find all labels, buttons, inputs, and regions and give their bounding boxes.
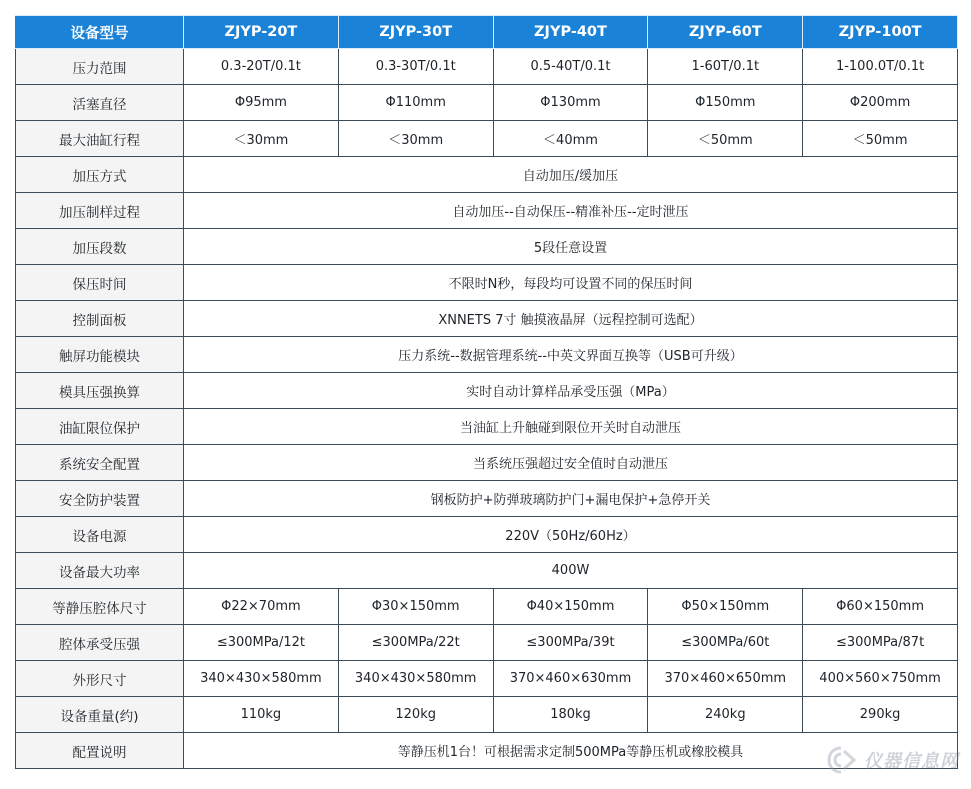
table-cell: 340×430×580mm: [338, 661, 493, 697]
table-cell: Φ60×150mm: [803, 589, 958, 625]
table-cell: ＜50mm: [648, 121, 803, 157]
table-cell: ≤300MPa/87t: [803, 625, 958, 661]
table-cell: ＜50mm: [803, 121, 958, 157]
row-label: 配置说明: [16, 733, 184, 769]
table-cell-merged: 等静压机1台！可根据需求定制500MPa等静压机或橡胶模具: [184, 733, 958, 769]
spec-table: [15, 15, 958, 769]
table-cell: Φ50×150mm: [648, 589, 803, 625]
table-row: [16, 697, 958, 733]
row-label: 油缸限位保护: [16, 409, 184, 445]
row-label: 设备重量(约): [16, 697, 184, 733]
table-cell: Φ40×150mm: [493, 589, 648, 625]
table-row: [16, 157, 958, 193]
model-header: ZJYP-20T: [184, 16, 339, 49]
table-cell: ≤300MPa/22t: [338, 625, 493, 661]
table-cell: ＜30mm: [184, 121, 339, 157]
table-cell: 370×460×650mm: [648, 661, 803, 697]
watermark-text: 仪器信息网: [864, 751, 959, 772]
table-row: [16, 301, 958, 337]
table-row: [16, 49, 958, 85]
table-cell-merged: 自动加压--自动保压--精准补压--定时泄压: [184, 193, 958, 229]
row-label: 设备电源: [16, 517, 184, 553]
row-label: 保压时间: [16, 265, 184, 301]
header-label: 设备型号: [16, 16, 184, 49]
table-cell: 1-100.0T/0.1t: [803, 49, 958, 85]
table-cell: 0.5-40T/0.1t: [493, 49, 648, 85]
table-row: [16, 373, 958, 409]
table-row: [16, 445, 958, 481]
table-row: [16, 553, 958, 589]
model-header: ZJYP-60T: [648, 16, 803, 49]
row-label: 安全防护装置: [16, 481, 184, 517]
table-cell: Φ30×150mm: [338, 589, 493, 625]
row-label: 外形尺寸: [16, 661, 184, 697]
row-label: 加压段数: [16, 229, 184, 265]
row-label: 腔体承受压强: [16, 625, 184, 661]
table-cell-merged: XNNETS 7寸 触摸液晶屏（远程控制可选配）: [184, 301, 958, 337]
table-cell-merged: 不限时N秒，每段均可设置不同的保压时间: [184, 265, 958, 301]
table-row: [16, 265, 958, 301]
table-cell-merged: 当系统压强超过安全值时自动泄压: [184, 445, 958, 481]
table-cell-merged: 当油缸上升触碰到限位开关时自动泄压: [184, 409, 958, 445]
table-row: [16, 193, 958, 229]
table-row: [16, 337, 958, 373]
table-row: [16, 625, 958, 661]
table-row: [16, 589, 958, 625]
table-row: [16, 229, 958, 265]
model-header: ZJYP-100T: [803, 16, 958, 49]
table-cell: 1-60T/0.1t: [648, 49, 803, 85]
table-cell: 0.3-30T/0.1t: [338, 49, 493, 85]
table-cell: Φ150mm: [648, 85, 803, 121]
row-label: 压力范围: [16, 49, 184, 85]
table-row: [16, 121, 958, 157]
table-cell-merged: 压力系统--数据管理系统--中英文界面互换等（USB可升级）: [184, 337, 958, 373]
table-cell: ≤300MPa/39t: [493, 625, 648, 661]
table-cell: Φ22×70mm: [184, 589, 339, 625]
table-cell: ≤300MPa/60t: [648, 625, 803, 661]
table-cell: ≤300MPa/12t: [184, 625, 339, 661]
model-header: ZJYP-40T: [493, 16, 648, 49]
table-row: [16, 733, 958, 769]
table-cell: 180kg: [493, 697, 648, 733]
row-label: 控制面板: [16, 301, 184, 337]
row-label: 等静压腔体尺寸: [16, 589, 184, 625]
table-cell: Φ95mm: [184, 85, 339, 121]
model-header: ZJYP-30T: [338, 16, 493, 49]
table-cell-merged: 实时自动计算样品承受压强（MPa）: [184, 373, 958, 409]
table-cell: 110kg: [184, 697, 339, 733]
table-cell-merged: 220V（50Hz/60Hz）: [184, 517, 958, 553]
table-row: [16, 517, 958, 553]
table-cell-merged: 400W: [184, 553, 958, 589]
table-cell: 340×430×580mm: [184, 661, 339, 697]
table-cell-merged: 5段任意设置: [184, 229, 958, 265]
table-cell: ＜30mm: [338, 121, 493, 157]
table-cell-merged: 钢板防护+防弹玻璃防护门+漏电保护+急停开关: [184, 481, 958, 517]
table-cell: 400×560×750mm: [803, 661, 958, 697]
row-label: 系统安全配置: [16, 445, 184, 481]
row-label: 触屏功能模块: [16, 337, 184, 373]
row-label: 模具压强换算: [16, 373, 184, 409]
table-row: [16, 481, 958, 517]
table-cell: ＜40mm: [493, 121, 648, 157]
table-cell: 370×460×630mm: [493, 661, 648, 697]
table-cell: 120kg: [338, 697, 493, 733]
row-label: 设备最大功率: [16, 553, 184, 589]
table-row: [16, 661, 958, 697]
table-row: [16, 85, 958, 121]
row-label: 加压制样过程: [16, 193, 184, 229]
table-cell: 0.3-20T/0.1t: [184, 49, 339, 85]
table-cell: 290kg: [803, 697, 958, 733]
table-cell: 240kg: [648, 697, 803, 733]
row-label: 活塞直径: [16, 85, 184, 121]
table-cell: Φ130mm: [493, 85, 648, 121]
table-cell-merged: 自动加压/缓加压: [184, 157, 958, 193]
table-cell: Φ200mm: [803, 85, 958, 121]
table-row: [16, 409, 958, 445]
table-cell: Φ110mm: [338, 85, 493, 121]
header-row: [16, 16, 958, 49]
row-label: 加压方式: [16, 157, 184, 193]
row-label: 最大油缸行程: [16, 121, 184, 157]
